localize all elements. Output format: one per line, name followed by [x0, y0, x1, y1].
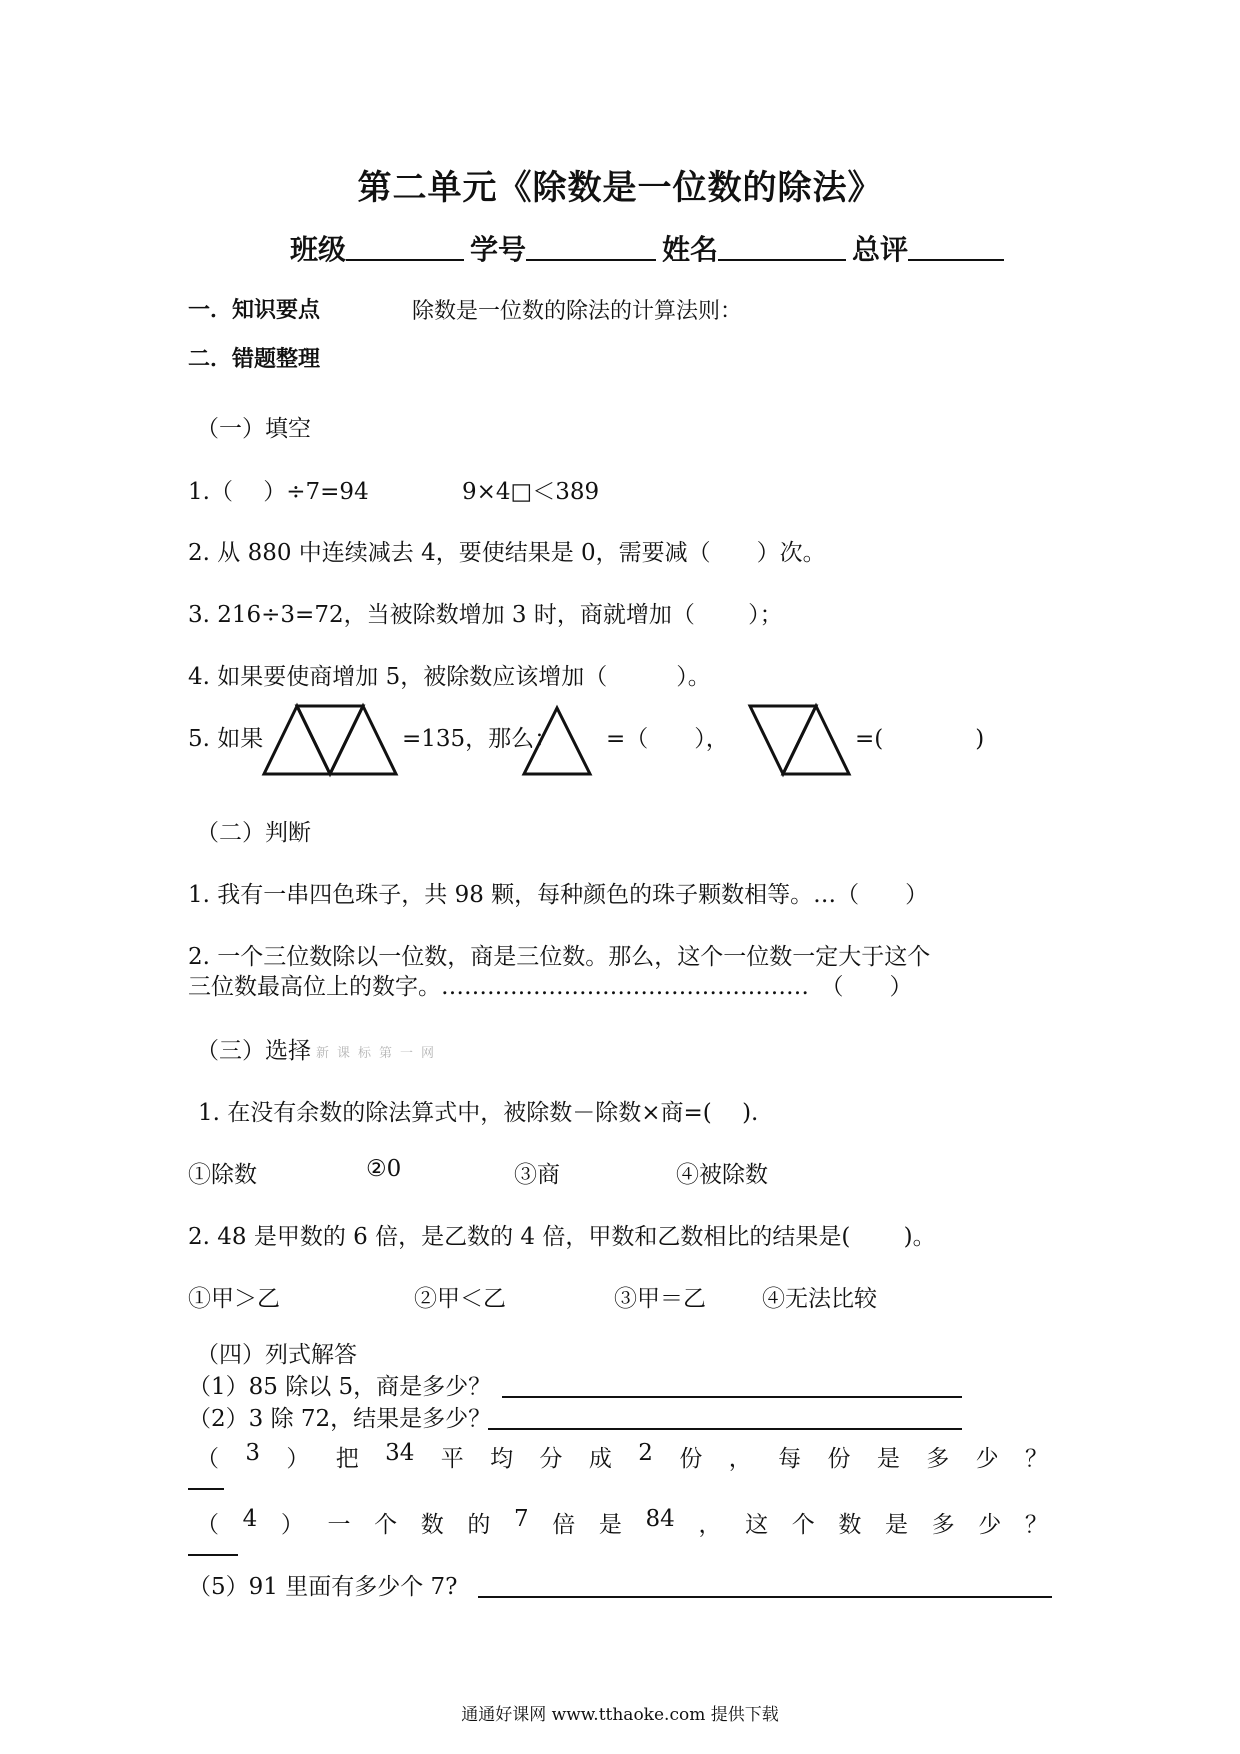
solve-question-4: [196, 1506, 1048, 1539]
choice-question-2-option-4: ④无法比较: [762, 1286, 877, 1312]
solve-question-4-char: 多: [931, 1512, 955, 1538]
solve-question-3-char: 少: [975, 1446, 999, 1472]
class-blank[interactable]: [346, 257, 464, 261]
solve-question-4-char: 个: [374, 1512, 398, 1538]
solve-answer-line-3[interactable]: [188, 1488, 224, 1490]
solve-question-4-char: 是: [884, 1512, 908, 1538]
judge-question-2-line-1: 2. 一个三位数除以一位数，商是三位数。那么，这个一位数一定大于这个: [188, 944, 931, 970]
fill-question-5-equation-3: =( ): [855, 726, 985, 752]
triangle-row-diagram: [262, 704, 402, 776]
solve-heading: （四）列式解答: [196, 1342, 357, 1368]
solve-question-2: （2）3 除 72，结果是多少？: [188, 1406, 492, 1432]
score-label: 总评: [852, 233, 909, 266]
section-knowledge-text: 除数是一位数的除法的计算法则：: [412, 299, 743, 324]
solve-question-4-char: 倍: [552, 1512, 576, 1538]
triangle-up-shape: [330, 706, 396, 774]
solve-question-4-char: 数: [420, 1512, 444, 1538]
choice-question-2-option-1: ①甲＞乙: [188, 1286, 280, 1312]
fill-question-5-equation-2: =（ ），: [606, 726, 729, 752]
fill-question-5-equation-1: =135，那么：: [402, 726, 558, 752]
fill-question-5-prefix: 5. 如果: [188, 726, 264, 752]
score-blank[interactable]: [908, 257, 1004, 261]
solve-question-3-char: 每: [778, 1446, 802, 1472]
solve-question-4-char: 4: [242, 1506, 258, 1532]
triangle-down-shape: [297, 706, 363, 774]
choice-question-2-option-3: ③甲＝乙: [614, 1286, 706, 1312]
fill-question-1b: 9×4□＜389: [462, 479, 600, 505]
fill-heading: （一）填空: [196, 416, 311, 442]
solve-answer-line-1[interactable]: [502, 1396, 962, 1398]
solve-answer-line-2[interactable]: [488, 1428, 962, 1430]
judge-question-2-line-2: 三位数最高位上的数字。………………………………………… （ ）: [188, 974, 913, 1000]
name-blank[interactable]: [718, 257, 846, 261]
choice-question-1-option-1: ①除数: [188, 1162, 257, 1188]
solve-question-4-char: 个: [791, 1512, 815, 1538]
solve-question-3: [196, 1440, 1048, 1473]
page-title: 第二单元《除数是一位数的除法》: [357, 168, 883, 208]
solve-question-4-char: 7: [514, 1506, 529, 1532]
solve-answer-line-4[interactable]: [188, 1554, 238, 1556]
solve-question-3-char: 3: [245, 1440, 261, 1466]
footer-credit: 通通好课网 www.tthaoke.com 提供下载: [461, 1705, 779, 1725]
choice-question-1-option-2: ②0: [366, 1156, 402, 1182]
name-label: 姓名: [662, 233, 719, 266]
section-knowledge-heading: 一．知识要点: [188, 297, 321, 323]
solve-question-4-char: ？: [1024, 1512, 1048, 1538]
fill-question-3: 3. 216÷3=72，当被除数增加 3 时，商就增加（ ）；: [188, 602, 783, 628]
student-info-row: [290, 228, 1010, 268]
section-mistakes-heading: 二．错题整理: [188, 346, 321, 372]
solve-question-3-char: 份: [679, 1446, 703, 1472]
choice-question-1: 1. 在没有余数的除法算式中，被除数－除数×商=( ).: [198, 1100, 759, 1126]
solve-question-3-char: 多: [926, 1446, 950, 1472]
solve-question-4-char: 这: [745, 1512, 769, 1538]
choice-heading: （三）选择: [196, 1038, 311, 1064]
fill-question-4: 4. 如果要使商增加 5，被除数应该增加（ ）。: [188, 664, 711, 690]
solve-question-3-char: 平: [440, 1446, 464, 1472]
watermark-text: 新课标第一网: [316, 1046, 443, 1061]
solve-question-3-char: 均: [490, 1446, 514, 1472]
triangle-up-shape: [264, 706, 330, 774]
choice-question-2-option-2: ②甲＜乙: [414, 1286, 506, 1312]
choice-question-2: 2. 48 是甲数的 6 倍，是乙数的 4 倍，甲数和乙数相比的结果是( )。: [188, 1224, 936, 1250]
solve-question-3-char: 分: [539, 1446, 563, 1472]
choice-question-1-option-3: ③商: [514, 1162, 560, 1188]
solve-question-3-char: 成: [588, 1446, 612, 1472]
solve-question-4-char: 的: [467, 1512, 491, 1538]
solve-question-5: （5）91 里面有多少个 7?: [188, 1574, 458, 1600]
solve-question-3-char: （: [196, 1446, 219, 1472]
solve-question-4-char: 是: [598, 1512, 622, 1538]
solve-question-3-char: 是: [876, 1446, 900, 1472]
triangle-down-shape: [750, 706, 816, 774]
solve-question-3-char: ）: [286, 1446, 310, 1472]
solve-question-3-char: ？: [1024, 1446, 1048, 1472]
solve-question-3-char: 份: [827, 1446, 851, 1472]
triangle-up-shape: [783, 706, 849, 774]
solve-question-4-char: 84: [645, 1506, 675, 1532]
class-label: 班级: [290, 233, 347, 266]
judge-question-1: 1. 我有一串四色珠子，共 98 颗，每种颜色的珠子颗数相等。…（ ）: [188, 882, 929, 908]
solve-question-4-char: 数: [838, 1512, 862, 1538]
fill-question-2: 2. 从 880 中连续减去 4，要使结果是 0，需要减（ ）次。: [188, 540, 826, 566]
number-blank[interactable]: [526, 257, 656, 261]
solve-question-3-char: ，: [728, 1446, 752, 1472]
solve-question-3-char: 2: [638, 1440, 653, 1466]
solve-question-4-char: ）: [280, 1512, 304, 1538]
judge-heading: （二）判断: [196, 820, 311, 846]
number-label: 学号: [470, 233, 527, 266]
solve-question-3-char: 把: [335, 1446, 359, 1472]
choice-question-1-option-4: ④被除数: [676, 1162, 768, 1188]
solve-question-4-char: （: [196, 1512, 219, 1538]
triangle-up-shape: [524, 708, 590, 774]
solve-answer-line-5[interactable]: [478, 1596, 1052, 1598]
fill-question-1a: 1.（ ）÷7=94: [188, 479, 369, 505]
solve-question-4-char: 一: [327, 1512, 351, 1538]
solve-question-1: （1）85 除以 5，商是多少？: [188, 1374, 492, 1400]
solve-question-4-char: ，: [698, 1512, 722, 1538]
solve-question-4-char: 少: [978, 1512, 1002, 1538]
single-triangle-diagram: [522, 706, 594, 776]
solve-question-3-char: 34: [385, 1440, 415, 1466]
two-triangle-diagram: [748, 704, 856, 776]
